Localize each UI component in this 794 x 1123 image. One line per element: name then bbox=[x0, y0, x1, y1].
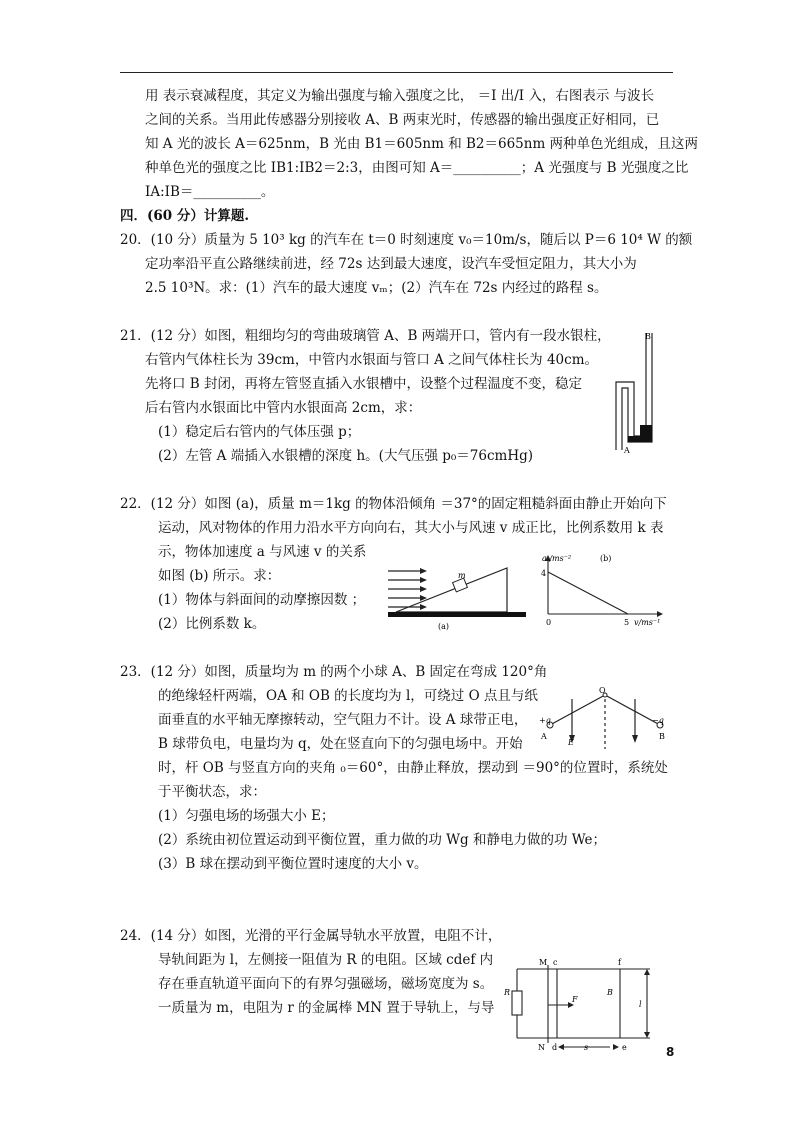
label-b: B bbox=[645, 332, 651, 341]
label-minus-q: −q bbox=[652, 716, 664, 725]
text-line: 种单色光的强度之比 IB1:IB2＝2:3，由图可知 A＝__________；A 光强度与 B 光强度之比 bbox=[145, 160, 689, 176]
text-line: 2.5 10³N。求：(1）汽车的最大速度 vₘ；(2）汽车在 72s 内经过的路程 s。 bbox=[145, 280, 608, 296]
text-line: 如图 (b) 所示。求： bbox=[158, 568, 281, 584]
label-e: e bbox=[622, 1043, 627, 1052]
text-line: 的绝缘轻杆两端，OA 和 OB 的长度均为 l，可绕过 O 点且与纸 bbox=[158, 688, 538, 704]
figure-22b-graph bbox=[538, 552, 668, 630]
origin-label: 0 bbox=[546, 618, 552, 627]
text-line: 定功率沿平直公路继续前进，经 72s 达到最大速度，设汽车受恒定阻力，其大小为 bbox=[145, 256, 637, 272]
text-line: 一质量为 m，电阻为 r 的金属棒 MN 置于导轨上，与导 bbox=[158, 1000, 495, 1016]
text-line: 先将口 B 封闭，再将左管竖直插入水银槽中，设整个过程温度不变，稳定 bbox=[145, 376, 583, 392]
text-line: 知 A 光的波长 A＝625nm，B 光由 B1＝605nm 和 B2＝665nm 两种单色光组成，且这两 bbox=[145, 136, 699, 152]
header-rule bbox=[120, 72, 673, 73]
text-line: IA:IB＝__________。 bbox=[145, 184, 275, 200]
text-line: (1）物体与斜面间的动摩擦因数 ； bbox=[158, 592, 366, 608]
x-tick: 5 bbox=[624, 618, 630, 627]
text-line: (2）比例系数 k。 bbox=[158, 616, 266, 632]
label-o: O bbox=[599, 686, 606, 695]
label-s: s bbox=[584, 1043, 589, 1052]
text-line: 运动，风对物体的作用力沿水平方向向右，其大小与风速 v 成正比，比例系数用 k 表 bbox=[158, 520, 664, 536]
text-line: 用 表示衰减程度，其定义为输出强度与输入强度之比， ＝I 出/I 入，右图表示 与波长 bbox=[145, 88, 655, 104]
text-line: 面垂直的水平轴无摩擦转动，空气阻力不计。设 A 球带正电， bbox=[158, 712, 528, 728]
page-number: 8 bbox=[666, 1045, 675, 1059]
y-axis-label: a /ms⁻² bbox=[542, 554, 572, 563]
text-line: (2）左管 A 端插入水银槽的深度 h。(大气压强 p₀＝76cmHg) bbox=[158, 448, 534, 464]
text-line: 于平衡状态，求： bbox=[158, 784, 266, 800]
text-line: (2）系统由初位置运动到平衡位置，重力做的功 Wg 和静电力做的功 We； bbox=[158, 832, 607, 848]
label-f: f bbox=[618, 958, 621, 967]
text-line: 23．(12 分）如图，质量均为 m 的两个小球 A、B 固定在弯成 120°角 bbox=[120, 664, 548, 680]
rod-oa bbox=[550, 695, 605, 725]
label-force: F bbox=[572, 995, 578, 1004]
figure-24-rails bbox=[502, 955, 662, 1055]
label-a: A bbox=[541, 732, 547, 741]
label-c: c bbox=[553, 958, 558, 967]
label-e: E bbox=[568, 738, 574, 747]
block-m bbox=[453, 578, 468, 592]
label-a: A bbox=[624, 446, 630, 455]
text-line: (1）匀强电场的场强大小 E； bbox=[158, 808, 335, 824]
label-m: M bbox=[539, 958, 548, 967]
text-line: 21．(12 分）如图，粗细均匀的弯曲玻璃管 A、B 两端开口，管内有一段水银柱， bbox=[120, 328, 611, 344]
text-line: 22．(12 分）如图 (a)，质量 m＝1kg 的物体沿倾角 ＝37°的固定粗糙斜面由静止开始向下 bbox=[120, 496, 667, 512]
label-plus-q: +q bbox=[539, 716, 551, 725]
text-line: 之间的关系。当用此传感器分别接收 A、B 两束光时，传感器的输出强度正好相同，已 bbox=[145, 112, 660, 128]
text-line: 存在垂直轨道平面向下的有界匀强磁场，磁场宽度为 s。 bbox=[158, 976, 494, 992]
text-line: (1）稳定后右管内的气体压强 p； bbox=[158, 424, 361, 440]
text-line: 右管内气体柱长为 39cm，中管内水银面与管口 A 之间气体柱长为 40cm。 bbox=[145, 352, 598, 368]
text-line: 后右管内水银面比中管内水银面高 2cm，求： bbox=[145, 400, 422, 416]
text-line: B 球带负电，电量均为 q，处在竖直向下的匀强电场中。开始 bbox=[158, 736, 523, 752]
caption-a: (a) bbox=[438, 622, 450, 631]
figure-21-u-tube bbox=[600, 325, 680, 465]
figure-23-bent-rod bbox=[535, 685, 675, 750]
x-axis-label: v/ms⁻¹ bbox=[634, 618, 661, 627]
y-tick: 4 bbox=[541, 569, 547, 578]
figure-22a-incline bbox=[380, 556, 530, 631]
label-d: d bbox=[552, 1043, 558, 1052]
text-line: 24．(14 分）如图，光滑的平行金属导轨水平放置，电阻不计， bbox=[120, 928, 502, 944]
text-line: 导轨间距为 l，左侧接一阻值为 R 的电阻。区域 cdef 内 bbox=[158, 952, 494, 968]
text-line: 示，物体加速度 a 与风速 v 的关系 bbox=[158, 544, 367, 560]
label-r: R bbox=[504, 988, 511, 997]
label-m: m bbox=[458, 571, 466, 580]
text-line: 时，杆 OB 与竖直方向的夹角 ₀＝60°，由静止释放，摆动到 ＝90°的位置时，系统处 bbox=[158, 760, 668, 776]
caption-b: (b) bbox=[600, 554, 612, 563]
text-line: 四．(60 分）计算题. bbox=[120, 208, 250, 224]
label-n: N bbox=[538, 1043, 545, 1052]
label-b: B bbox=[659, 732, 665, 741]
label-l: l bbox=[639, 1000, 642, 1009]
text-line: 20．(10 分）质量为 5 10³ kg 的汽车在 t＝0 时刻速度 v₀＝10m/s，随后以 P＝6 10⁴ W 的额 bbox=[120, 232, 693, 248]
text-line: (3）B 球在摆动到平衡位置时速度的大小 v。 bbox=[158, 856, 428, 872]
graph-line bbox=[548, 572, 628, 614]
label-b: B bbox=[607, 988, 613, 997]
